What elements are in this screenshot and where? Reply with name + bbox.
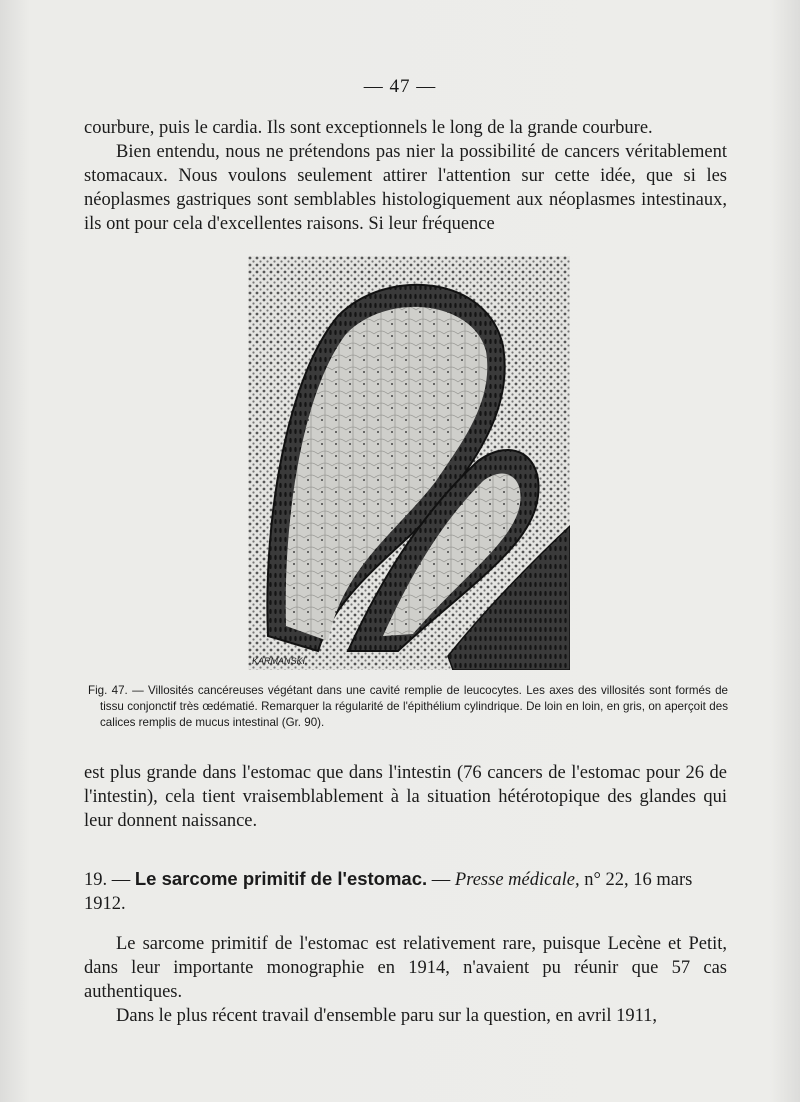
section-heading [84,867,727,916]
section-source: Presse médicale, [454,870,580,890]
figure-caption [88,683,728,731]
paragraph-continuation: courbure, puis le cardia. Ils sont exceptionnels le long de la grande courbure. [84,118,653,138]
section-number: 19. — [84,870,131,890]
figure-caption-text: Fig. 47. — Villosités cancéreuses végétant dans une cavité remplie de leucocytes. Les axes des villosités sont formés de tissu conjonctif très œdématié. Remarquer la régularité de l'épithélium cylindrique. De loin en loin, en gris, on aperçoit des calices remplis de mucus intestinal (Gr. 90). [88,684,728,729]
paragraph-heterotopic: est plus grande dans l'estomac que dans l'intestin (76 cancers de l'estomac pour 26 de l'intestin), cela tient vraisemblablement à la situation hétérotopique des glandes qui leur donnent naissance. [84,763,727,831]
paragraph-sarcoma: Le sarcome primitif de l'estomac est relativement rare, puisque Lecène et Petit, dans leur importante monographie en 1914, n'avaient pu réunir que 57 cas authentiques. [84,934,727,1002]
section-dash: — [431,870,451,890]
section-year: 1912. [84,894,126,914]
villosities-illustration [248,256,570,670]
artist-signature: KARMANSKI. [252,656,308,666]
page-number: — 47 — [363,76,437,97]
paragraph-recent-work: Dans le plus récent travail d'ensemble paru sur la question, en avril 1911, [116,1006,658,1026]
section-title: Le sarcome primitif de l'estomac. [134,868,428,889]
histology-figure [248,256,570,670]
section-details: n° 22, 16 mars [584,870,693,890]
paragraph-frequency: Bien entendu, nous ne prétendons pas nier la possibilité de cancers véritablement stomacaux. Nous voulons seulement attirer l'attention sur cette idée, que si les néoplasmes gastriques sont semblables histologiquement aux néoplasmes intestinaux, ils ont pour cela d'excellentes raisons. Si leur fréquence [84,142,727,234]
